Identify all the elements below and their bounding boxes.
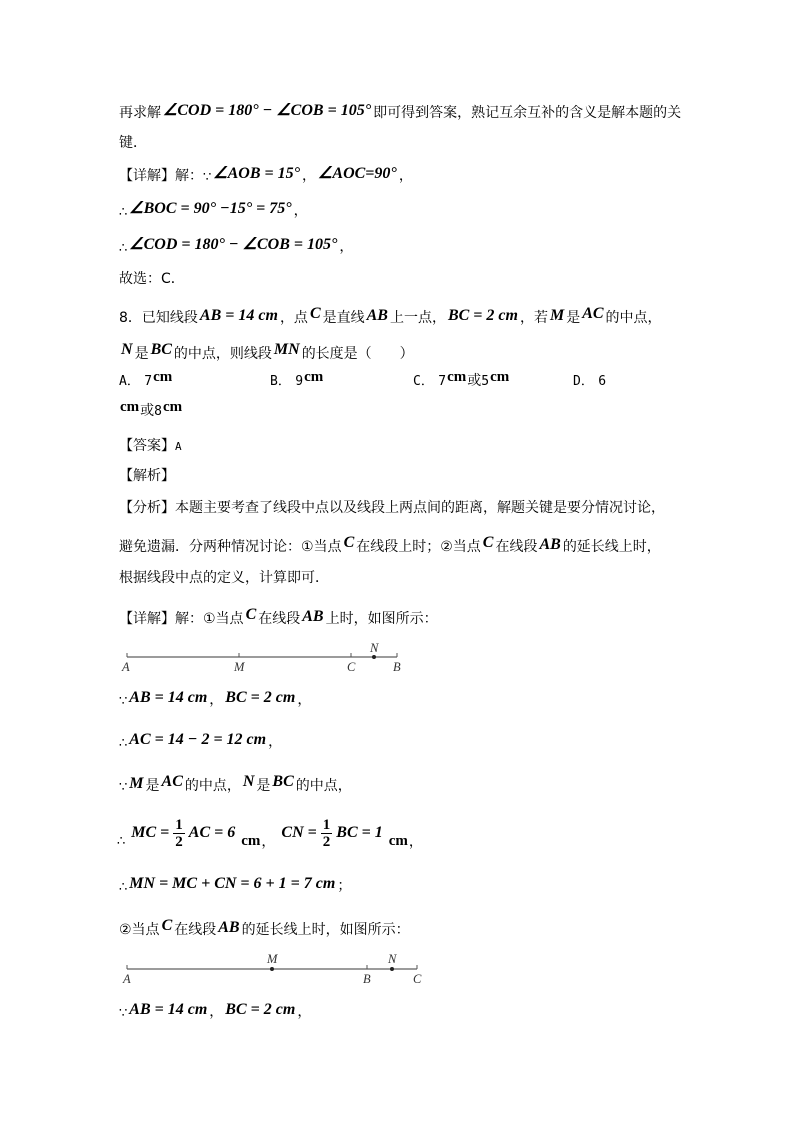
math-var: C — [482, 534, 494, 551]
text: ， — [398, 168, 413, 184]
therefore-symbol: ∴ — [119, 880, 128, 895]
text: 再求解 — [119, 105, 161, 121]
prev-analysis-line-1 — [119, 102, 681, 124]
math-var: C — [343, 534, 355, 551]
math-var: AB — [366, 307, 388, 324]
text: 在线段 — [495, 539, 538, 555]
question-8-options — [0, 370, 794, 392]
answer-label: 【答案】 — [119, 438, 175, 454]
detail-case1-midpoints — [119, 775, 352, 797]
text: 【解析】 — [119, 468, 175, 484]
unit-cm: cm — [304, 369, 324, 385]
text: 在线段 — [258, 611, 301, 627]
math-formula: BC = 2 cm — [225, 1001, 296, 1018]
text: 的中点，则线段 — [173, 346, 272, 362]
math-formula: AB = 14 cm — [129, 689, 208, 706]
therefore-symbol: ∴ — [119, 736, 128, 751]
math-formula: MC = — [131, 824, 170, 841]
because-symbol: ∵ — [119, 694, 128, 709]
point-n-dot — [390, 967, 394, 971]
because-symbol: ∵ — [119, 780, 128, 795]
label-a: A — [122, 660, 130, 674]
option-value: 9 — [295, 374, 304, 389]
math-var: AB — [302, 608, 324, 625]
therefore-symbol: ∴ — [117, 833, 126, 849]
math-formula: BC = 2 cm — [225, 689, 296, 706]
label-n: N — [388, 952, 397, 966]
answer-value: A — [175, 440, 182, 453]
text: ，点 — [279, 310, 308, 326]
unit-cm: cm — [241, 832, 261, 849]
analysis-line-1 — [119, 497, 665, 519]
math-formula: AB = 14 cm — [129, 1001, 208, 1018]
text: ， — [209, 1004, 224, 1020]
or-text: 或 — [467, 373, 482, 389]
text: ， — [339, 239, 354, 255]
text: ， — [297, 692, 312, 708]
label-b: B — [393, 660, 401, 674]
option-value: 7 — [438, 374, 447, 389]
math-var: MN — [273, 341, 300, 358]
text: 【详解】解：①当点 — [119, 611, 244, 627]
text: ，若 — [519, 310, 548, 326]
detail-case1-given — [119, 689, 311, 711]
question-8-stem-line-1 — [119, 307, 662, 329]
answer-line — [119, 435, 182, 457]
math-var: AC — [161, 773, 183, 790]
unit-cm: cm — [153, 369, 173, 385]
text: ②当点 — [119, 922, 160, 938]
denominator: 2 — [322, 833, 331, 850]
text: 上时，如图所示： — [325, 611, 438, 627]
text: ， — [293, 203, 308, 219]
math-var: N — [121, 341, 133, 358]
detail-case2-intro — [119, 919, 410, 941]
text: 即可得到答案，熟记互余互补的含义是解本题的关 — [373, 105, 682, 121]
detail-label: 【详解】解： — [119, 168, 203, 184]
math-formula: MN = MC + CN = 6 + 1 = 7 cm — [129, 875, 336, 892]
detail-case1-ac — [119, 731, 282, 753]
unit-cm: cm — [388, 832, 408, 849]
option-value-2: 5 — [481, 374, 490, 389]
option-label: D． — [573, 374, 594, 389]
figure-2-line-segment — [110, 945, 440, 989]
math-var: C — [309, 305, 321, 322]
math-var: BC — [272, 773, 294, 790]
math-formula: AC = 14 − 2 = 12 cm — [129, 731, 267, 748]
unit-cm: cm — [447, 369, 467, 385]
option-value: 6 — [598, 374, 607, 389]
math-formula: AB = 14 cm — [199, 307, 278, 324]
math-var: M — [129, 775, 144, 792]
figure-1-line-segment — [110, 640, 430, 680]
option-label: A． — [119, 374, 140, 389]
math-var: AB — [218, 919, 240, 936]
because-symbol: ∵ — [119, 1006, 128, 1021]
prev-step-1 — [119, 200, 308, 222]
math-formula: BC = 2 cm — [447, 307, 518, 324]
label-b: B — [363, 972, 371, 986]
numerator: 1 — [322, 816, 331, 833]
therefore-symbol: ∴ — [119, 205, 128, 220]
text: 是 — [566, 310, 581, 326]
prev-analysis-line-2 — [119, 132, 147, 154]
text: ； — [337, 878, 352, 894]
option-label: C． — [413, 374, 434, 389]
math-formula: ∠COD = 180° − ∠COB = 105° — [129, 236, 338, 253]
math-var: C — [161, 917, 173, 934]
math-var: AB — [539, 536, 561, 553]
question-8-stem-line-2 — [119, 343, 414, 365]
analysis-line-3 — [119, 567, 329, 589]
detail-case1-fraction-line — [117, 812, 423, 854]
text: 的延长线上时， — [562, 539, 661, 555]
text: 是直线 — [322, 310, 365, 326]
option-b — [270, 370, 324, 393]
prev-detail-line — [119, 165, 413, 187]
detail-case1-intro — [119, 608, 438, 630]
unit-cm: cm — [120, 399, 140, 415]
math-var: N — [242, 773, 255, 790]
text: 根据线段中点的定义，计算即可． — [119, 570, 329, 586]
text: ， — [408, 834, 423, 850]
therefore-symbol: ∴ — [119, 241, 128, 256]
math-formula: AC = 6 — [188, 824, 236, 841]
option-a — [119, 370, 173, 393]
or-text: 或 — [140, 403, 155, 419]
analysis-label — [119, 465, 175, 487]
math-formula: ∠AOC=90° — [318, 165, 397, 182]
fraction-half — [173, 817, 185, 850]
label-c: C — [347, 660, 356, 674]
numerator: 1 — [175, 816, 183, 833]
text: 是 — [145, 778, 160, 794]
text: 键． — [119, 135, 147, 151]
text: 是 — [134, 346, 149, 362]
because-symbol: ∵ — [203, 170, 212, 185]
text: ， — [261, 834, 276, 850]
unit-cm: cm — [162, 399, 183, 415]
detail-case2-given — [119, 1001, 311, 1023]
math-var: BC — [150, 341, 172, 358]
text: 的中点， — [605, 310, 662, 326]
math-formula: BC = 1 — [336, 824, 383, 841]
text: 避免遗漏．分两种情况讨论：①当点 — [119, 539, 342, 555]
text: 上一点， — [389, 310, 446, 326]
math-formula: ∠BOC = 90° −15° = 75° — [129, 200, 292, 217]
label-c: C — [413, 972, 422, 986]
text: 的中点， — [295, 778, 352, 794]
text: 的延长线上时，如图所示： — [241, 922, 410, 938]
detail-case1-result — [119, 875, 351, 897]
point-m-dot — [270, 967, 274, 971]
text: 在线段 — [174, 922, 217, 938]
option-value: 7 — [144, 374, 153, 389]
text: 故选：C． — [119, 271, 185, 287]
text: 是 — [256, 778, 271, 794]
math-var: AC — [582, 305, 604, 322]
text: 的中点， — [184, 778, 241, 794]
label-a: A — [123, 972, 131, 986]
option-value-2: 8 — [154, 404, 162, 419]
text: 在线段上时；②当点 — [356, 539, 481, 555]
prev-step-2 — [119, 236, 353, 258]
point-n-dot — [372, 655, 376, 659]
fraction-half — [321, 817, 333, 850]
label-m: M — [234, 660, 245, 674]
text: ， — [209, 692, 224, 708]
math-var: M — [549, 307, 565, 324]
text: 【分析】本题主要考查了线段中点以及线段上两点间的距离，解题关键是要分情况讨论， — [119, 500, 665, 516]
analysis-line-2 — [119, 536, 661, 558]
text: 的长度是（ ） — [301, 346, 414, 362]
option-c — [413, 370, 510, 393]
text: ， — [302, 168, 317, 184]
text: ， — [268, 734, 283, 750]
option-d — [573, 370, 606, 393]
unit-cm: cm — [490, 369, 510, 385]
math-formula: ∠AOB = 15° — [213, 165, 301, 182]
math-formula: ∠COD = 180° − ∠COB = 105° — [163, 102, 372, 119]
math-formula: CN = — [281, 824, 317, 841]
math-var: C — [245, 606, 257, 623]
prev-choice — [119, 268, 185, 290]
option-label: B． — [270, 374, 291, 389]
question-number-text: 8．已知线段 — [119, 310, 198, 326]
denominator: 2 — [175, 833, 183, 850]
label-n: N — [370, 641, 379, 655]
option-d-continued — [119, 400, 183, 422]
text: ， — [297, 1004, 312, 1020]
label-m: M — [267, 952, 278, 966]
